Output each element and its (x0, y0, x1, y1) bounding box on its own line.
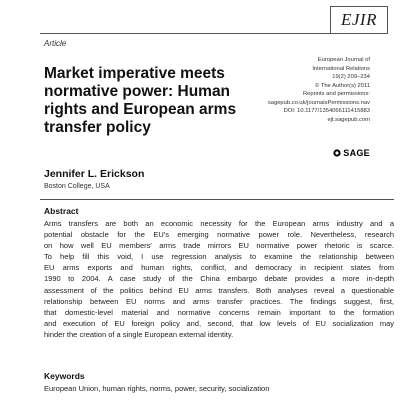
title-line: rights and European arms (44, 101, 237, 118)
journal-citation-block (220, 56, 370, 124)
title-line: transfer policy (44, 119, 151, 136)
reprints-line: Reprints and permissions: (302, 91, 370, 97)
abstract-line: EU arms exports and human rights, conflict, and democracy in recipient states from (44, 263, 394, 273)
author-affiliation: Boston College, USA (44, 183, 110, 190)
keywords-heading: Keywords (44, 371, 85, 381)
section-label: Article (44, 39, 67, 48)
abstract-line: hinder the creation of a single European external identity. (44, 329, 234, 339)
abstract-line: Arms transfers are both an economic necessity for the European arms industry and a (44, 219, 394, 228)
copyright-line: © The Author(s) 2011 (315, 82, 370, 89)
author-name: Jennifer L. Erickson (44, 168, 145, 180)
title-line: Market imperative meets (44, 65, 225, 82)
section-divider (40, 199, 394, 200)
volume-pages: 19(2) 209–234 (332, 74, 370, 80)
abstract-heading: Abstract (44, 206, 79, 216)
journal-logo: EJIR (330, 6, 388, 34)
doi-line[interactable]: DOI: 10.1177/1354066111415883 (283, 108, 370, 114)
title-line: normative power: Human (44, 83, 231, 100)
journal-name-line: International Relations (312, 65, 370, 72)
publisher-logo (333, 148, 370, 158)
header-rule (40, 33, 330, 34)
abstract-line: To help fill this void, I use regression analysis to examine the relationship between (44, 252, 394, 262)
sage-mark-icon (333, 149, 341, 157)
abstract-line: 1990 to 2004. A case study of the China embargo debate provides a more in-depth (44, 274, 394, 284)
abstract-line: potential obstacle for the EU's emerging normative power role. Nevertheless, research (44, 230, 394, 240)
journal-url[interactable]: ejt.sagepub.com (327, 116, 370, 123)
keywords-list: European Union, human rights, norms, power, security, socialization (44, 384, 270, 393)
journal-name-line: European Journal of (317, 57, 370, 63)
publisher-name: SAGE (343, 148, 370, 158)
abstract-line: on how well EU members' arms trade mirrors EU normative power rhetoric is scarce. (44, 241, 394, 251)
abstract-line: relationship between EU norms and arms transfer practices. The findings suggest, first, (44, 296, 394, 306)
abstract-line: and execution of EU foreign policy and, second, that low levels of EU socialization may (44, 318, 394, 328)
abstract-line: assessment of the politics behind EU arms transfers. Both analyses reveal a questionable (44, 285, 394, 295)
permissions-link[interactable]: sagepub.co.uk/journalsPermissions.nav (267, 99, 370, 106)
abstract-line: that domestic-level material and normative concerns remain important to the formation (44, 307, 394, 317)
abstract-text (44, 218, 394, 340)
